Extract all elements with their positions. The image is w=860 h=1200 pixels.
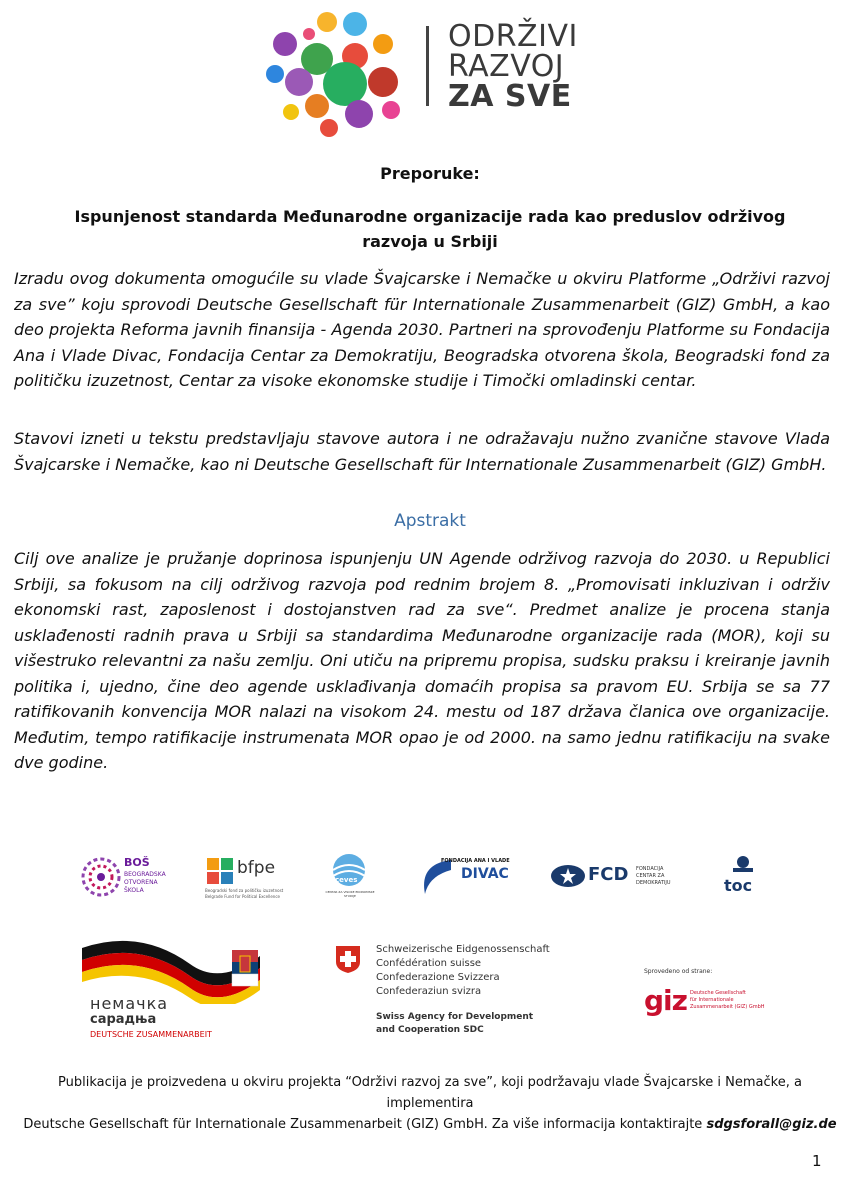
giz-logo — [644, 968, 794, 1028]
bos-logo — [80, 854, 170, 902]
toc-name: toc — [724, 876, 753, 895]
bfpe-name: bfpe — [237, 858, 276, 878]
logo-line-3: ZA SVE — [448, 79, 572, 114]
swiss-line-1: Schweizerische Eidgenossenschaft — [376, 944, 550, 955]
ceves-sub: CENTAR ZA VISOKE EKONOMSKE STUDIJE — [325, 890, 375, 898]
german-line-3: DEUTSCHE ZUSAMMENARBEIT — [90, 1030, 212, 1039]
footer — [20, 1072, 840, 1135]
footer-line-2-text: Deutsche Gesellschaft für Internationale Zusammenarbeit (GIZ) GmbH. Za više informacija kontaktirajte — [23, 1117, 703, 1132]
bfpe-squares-icon — [205, 856, 235, 886]
bos-swirl-icon — [80, 856, 122, 898]
german-line-2: сарадња — [90, 1012, 157, 1027]
sdc-line-2: and Cooperation SDC — [376, 1025, 484, 1035]
logo-line-2: RAZVOJ — [448, 49, 565, 84]
document-title: Preporuke: — [380, 164, 480, 183]
footer-line-2 — [20, 1114, 840, 1135]
sponsor-logos — [60, 930, 800, 1050]
partner-logos — [70, 850, 790, 906]
fcd-logo — [550, 860, 680, 896]
fcd-sub-1: FONDACIJA — [636, 866, 664, 872]
intro-paragraph: Izradu ovog dokumenta omogućile su vlade Švajcarske i Nemačke u okviru Platforme „Održivi razvoj za sve” koju sprovodi Deutsche Gesellschaft für Internationale Zusammenarbeit (GIZ) GmbH, a kao deo projekta Reforma javnih finansija - Agenda 2030. Partneri na sprovođenju Platforme su Fondacija Ana i Vlade Divac, Fondacija Centar za Demokratiju, Beogradska otvorena škola, Beogradski fond za političku izuzetnost, Centar za visoke ekonomske studije i Timočki omladinski centar. — [14, 269, 830, 390]
giz-name: giz — [644, 984, 687, 1017]
toc-logo — [720, 854, 770, 902]
abstract-heading: Apstrakt — [394, 511, 466, 531]
divac-logo — [415, 854, 515, 902]
odrzivi-razvoj-logo-bubbles-icon — [255, 4, 415, 144]
giz-sub-3: Zusammenarbeit (GIZ) GmbH — [690, 1004, 765, 1010]
abstract-paragraph: Cilj ove analize je pružanje doprinosa ispunjenju UN Agende održivog razvoja do 2030. u Republici Srbiji, sa fokusom na cilj održivog razvoja pod rednim brojem 8. „Promovisati inkluzivan i održiv ekonomski rast, zaposlenost i dostojanstven rad za sve“. Predmet analize je procena stanja usklađenosti radnih prava u Srbiji sa standardima Međunarodne organizacije rada (MOR), koji su višestruko relevantni za našu zemlju. Oni utiču na pripremu propisa, sudsku praksu i kreiranje javnih politika i, ujedno, čine deo agende usklađivanja domaćih propisa sa pravom EU. Srbija se sa 77 ratifikovanih konvencija MOR nalazi na visokom 24. mestu od 187 država članica ove organizacije. Međutim, tempo ratifikacije instrumenata MOR opao je od 2000. na samo jednu ratifikaciju na svake dve godine. — [14, 549, 830, 772]
fcd-sub-2: CENTAR ZA — [636, 873, 665, 879]
bos-sub-1: BEOGRADSKA — [124, 871, 166, 878]
document-subtitle: Ispunjenost standarda Međunarodne organizacije rada kao preduslov održivog razvoja u Srbiji — [74, 207, 786, 251]
bfpe-sub-2: Belgrade Fund for Political Excellence — [205, 894, 280, 899]
bfpe-logo — [205, 854, 295, 902]
footer-line-1: Publikacija je proizvedena u okviru projekta “Održivi razvoj za sve”, koji podržavaju vlade Švajcarske i Nemačke, a implementira — [58, 1075, 802, 1111]
swiss-line-4: Confederaziun svizra — [376, 986, 482, 997]
bos-sub-2: OTVORENA — [124, 879, 158, 886]
giz-sub-1: Deutsche Gesellschaft — [690, 990, 746, 996]
logo-line-1: ODRŽIVI — [448, 19, 578, 54]
fcd-star-icon — [550, 864, 586, 888]
logo-divider — [426, 26, 429, 106]
header — [0, 0, 860, 150]
divac-top: FONDACIJA ANA I VLADE — [441, 858, 510, 864]
contact-email-link[interactable]: sdgsforall@giz.de — [706, 1117, 837, 1132]
fcd-sub-3: DEMOKRATIJU — [636, 880, 671, 886]
bfpe-sub-1: Beogradski fond za političku izuzetnost — [205, 888, 284, 893]
ceves-name: ceves — [335, 876, 358, 884]
swiss-line-2: Confédération suisse — [376, 958, 482, 969]
german-line-1: немачка — [90, 994, 169, 1013]
fcd-name: FCD — [588, 864, 629, 885]
german-cooperation-logo — [80, 934, 270, 1044]
giz-caption: Sprovedeno od strane: — [644, 968, 713, 975]
toc-figure-icon — [728, 854, 758, 878]
swiss-line-3: Confederazione Svizzera — [376, 972, 500, 983]
disclaimer-paragraph: Stavovi izneti u tekstu predstavljaju stavove autora i ne odražavaju nužno zvanične stavove Vlada Švajcarske i Nemačke, kao ni Deutsche Gesellschaft für Internationale Zusammenarbeit (GIZ) GmbH. — [14, 429, 830, 474]
ceves-logo — [325, 852, 375, 904]
page-number: 1 — [812, 1152, 822, 1170]
logo-text — [448, 19, 578, 114]
swiss-confederation-logo — [334, 942, 574, 1042]
swiss-flag-icon — [334, 944, 362, 974]
bos-sub-3: ŠKOLA — [124, 887, 144, 894]
sdc-line-1: Swiss Agency for Development — [376, 1012, 534, 1022]
divac-name: DIVAC — [461, 866, 509, 882]
bos-name: BOŠ — [124, 856, 150, 869]
giz-sub-2: für Internationale — [690, 997, 734, 1003]
